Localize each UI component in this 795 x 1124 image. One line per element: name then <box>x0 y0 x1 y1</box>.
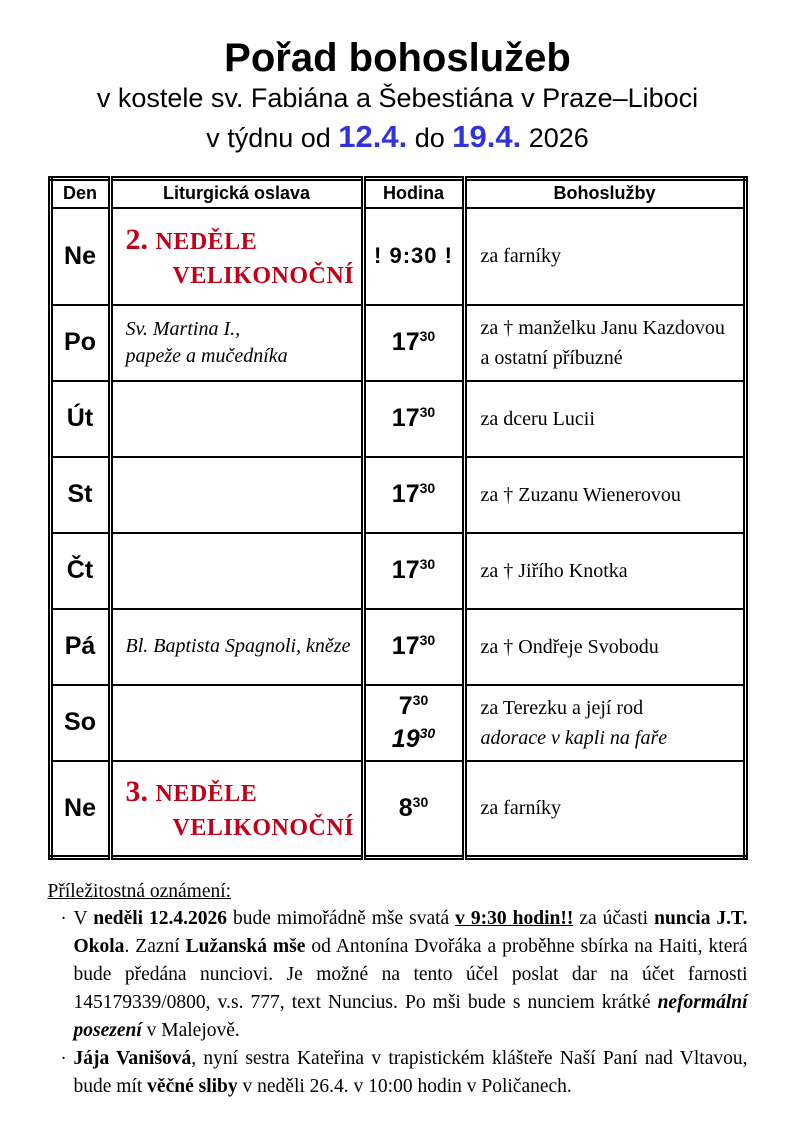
church-subtitle: v kostele sv. Fabiána a Šebestiána v Praze–Liboci <box>96 83 699 113</box>
time-value: $17^{30}$ <box>391 328 436 357</box>
announcements-title: Příležitostná oznámení: <box>47 881 232 903</box>
time-value: $17^{30}$ <box>391 404 436 433</box>
time-cell <box>363 381 464 457</box>
feast-number: 3. <box>125 774 156 808</box>
service-cell <box>464 685 745 761</box>
service-cell <box>464 381 745 457</box>
time-value: $19^{30}$ <box>391 724 436 753</box>
schedule-row <box>50 609 745 685</box>
day-cell: Ne <box>50 208 110 305</box>
announcement-list <box>48 905 748 1101</box>
time-value: $8^{30}$ <box>398 794 429 823</box>
time-cell <box>363 761 464 858</box>
time-cell <box>363 457 464 533</box>
schedule-table-body <box>50 208 745 858</box>
day-cell: Ne <box>50 761 110 858</box>
time-cell <box>363 305 464 381</box>
service-intention: za † manželku Janu Kazdovou a ostatní příbuzné <box>480 316 725 369</box>
announcement-text: V neděli 12.4.2026 bude mimořádně mše svatá v 9:30 hodin!! za účasti nuncia J.T. Okola. Zazní Lužanská mše od Antonína Dvořáka a proběhne sbírka na Haiti, která bude předána nunciovi. Je možné na tento účel poslat dar na účet farnosti 145179339/0800, v.s. 777, text Nuncius. Po mši bude s nunciem krátké neformální posezení v Malejově. <box>73 908 748 1042</box>
time-value: ! 9:30 ! <box>374 242 453 268</box>
liturgy-cell <box>110 381 363 457</box>
week-range-line <box>0 118 795 155</box>
liturgy-cell <box>110 305 363 381</box>
feast-name: NEDĚLE <box>155 228 258 255</box>
announcements-section <box>48 881 748 1101</box>
service-intention: za dceru Lucii <box>480 407 595 430</box>
time-cell <box>363 609 464 685</box>
feast-memorial-text: Sv. Martina I., <box>125 317 241 340</box>
time-value: $17^{30}$ <box>391 556 436 585</box>
feast-name-line2: VELIKONOČNÍ <box>172 814 355 841</box>
page-title: Pořad bohoslužeb <box>224 36 571 80</box>
service-intention: za † Jiřího Knotka <box>480 559 628 582</box>
week-year: 2026 <box>521 123 589 154</box>
schedule-row <box>50 305 745 381</box>
service-cell <box>464 609 745 685</box>
service-intention: adorace v kapli na faře <box>480 726 668 749</box>
schedule-row <box>50 533 745 609</box>
schedule-row <box>50 381 745 457</box>
feast-name-line2: VELIKONOČNÍ <box>172 262 355 289</box>
liturgy-cell <box>110 685 363 761</box>
time-value: $7^{30}$ <box>398 692 429 721</box>
service-intention: za farníky <box>480 245 562 268</box>
service-intention: za † Ondřeje Svobodu <box>480 635 659 658</box>
feast-memorial-text: papeže a mučedníka <box>125 344 288 367</box>
schedule-row <box>50 457 745 533</box>
service-cell <box>464 761 745 858</box>
schedule-row <box>50 208 745 305</box>
liturgy-cell <box>110 457 363 533</box>
time-value: $17^{30}$ <box>391 480 436 509</box>
feast-number: 2. <box>125 222 156 256</box>
week-date-from: 12.4. <box>338 119 408 155</box>
schedule-row <box>50 761 745 858</box>
feast-title-line1 <box>126 775 357 809</box>
feast-memorial-text: Bl. Baptista Spagnoli, kněze <box>125 635 351 658</box>
service-cell <box>464 457 745 533</box>
feast-name: NEDĚLE <box>155 780 258 807</box>
week-date-to: 19.4. <box>452 119 522 155</box>
day-cell: St <box>50 457 110 533</box>
column-header-day: Den <box>50 179 110 208</box>
day-cell: Po <box>50 305 110 381</box>
service-cell <box>464 208 745 305</box>
service-intention: za farníky <box>480 797 562 820</box>
column-header-time: Hodina <box>363 179 464 208</box>
schedule-table <box>48 176 748 860</box>
time-cell <box>363 208 464 305</box>
column-header-liturgy: Liturgická oslava <box>110 179 363 208</box>
week-mid: do <box>407 123 453 154</box>
column-header-services: Bohoslužby <box>464 179 745 208</box>
day-cell: Út <box>50 381 110 457</box>
announcement-item <box>48 1045 748 1101</box>
day-cell: Čt <box>50 533 110 609</box>
service-cell <box>464 533 745 609</box>
bullet-icon: · <box>60 1048 67 1070</box>
service-cell <box>464 305 745 381</box>
announcement-item <box>48 905 748 1045</box>
schedule-row <box>50 685 745 761</box>
time-cell <box>363 533 464 609</box>
time-value: $17^{30}$ <box>391 632 436 661</box>
day-cell: Pá <box>50 609 110 685</box>
feast-title-line1 <box>126 223 357 257</box>
time-cell <box>363 685 464 761</box>
bullet-icon: · <box>60 908 67 930</box>
week-prefix: v týdnu od <box>206 123 339 154</box>
schedule-table-head <box>50 179 745 208</box>
document-header <box>0 36 795 155</box>
service-intention: za † Zuzanu Wienerovou <box>480 483 681 506</box>
liturgy-cell <box>110 609 363 685</box>
liturgy-cell <box>110 533 363 609</box>
day-cell: So <box>50 685 110 761</box>
liturgy-cell <box>110 208 363 305</box>
announcement-text: Jája Vanišová, nyní sestra Kateřina v trapistickém klášteře Naší Paní nad Vltavou, bude mít věčné sliby v neděli 26.4. v 10:00 hodin v Poličanech. <box>73 1048 748 1098</box>
header-row <box>50 179 745 208</box>
service-intention: za Terezku a její rod <box>480 696 644 719</box>
liturgy-cell <box>110 761 363 858</box>
